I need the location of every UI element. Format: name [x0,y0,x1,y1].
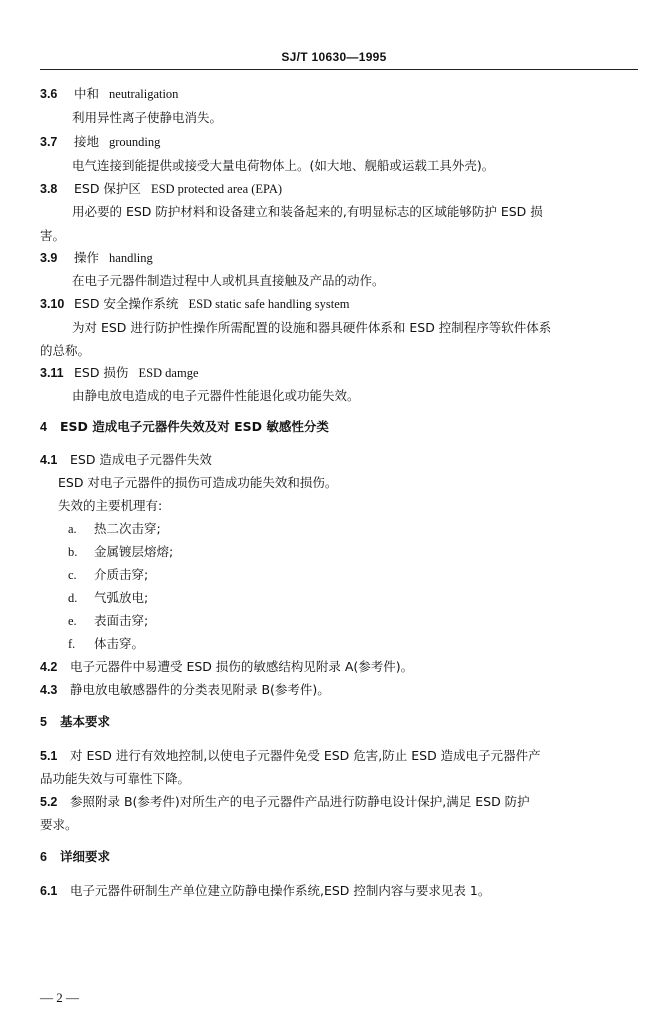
list-text: 介质击穿; [94,567,149,582]
term-zh: 接地 [74,134,100,149]
section-6-heading [40,851,110,864]
section-number: 6 [40,850,47,864]
list-item [68,546,173,559]
list-item [68,523,161,536]
list-text: 热二次击穿; [94,521,161,536]
clause-text: 电子元器件中易遭受 ESD 损伤的敏感结构见附录 A(参考件)。 [70,659,414,674]
term-number: 3.7 [40,135,58,149]
clause-4-3 [40,684,330,697]
term-number: 3.8 [40,182,58,196]
term-zh: ESD 保护区 [74,181,141,196]
term-definition: 由静电放电造成的电子元器件性能退化或功能失效。 [72,388,360,403]
list-item [68,569,148,582]
term-zh: 中和 [74,86,100,101]
list-text: 金属镀层熔熔; [94,544,174,559]
term-definition: 电气连接到能提供或接受大量电荷物体上。(如大地、舰船或运载工具外壳)。 [72,158,495,173]
clause-text-wrap: 要求。 [40,817,78,832]
term-number: 3.10 [40,297,65,311]
term-3-10 [40,298,350,311]
page-number: — 2 — [40,990,79,1005]
term-definition: 利用异性离子使静电消失。 [72,110,223,125]
clause-text: ESD 对电子元器件的损伤可造成功能失效和损伤。 [58,475,338,490]
section-title: 详细要求 [60,849,111,864]
term-3-7 [40,136,160,149]
term-number: 3.6 [40,87,58,101]
section-number: 4 [40,420,47,434]
list-marker: d. [68,591,78,605]
term-definition: 在电子元器件制造过程中人或机具直接触及产品的动作。 [72,273,385,288]
term-number: 3.11 [40,366,64,380]
clause-text: 对 ESD 进行有效地控制,以使电子元器件免受 ESD 危害,防止 ESD 造成电子元器件产 [70,748,541,763]
clause-text: 电子元器件研制生产单位建立防静电操作系统,ESD 控制内容与要求见表 1。 [70,883,491,898]
list-text: 表面击穿; [94,613,149,628]
list-marker: c. [68,568,77,582]
clause-text: 参照附录 B(参考件)对所生产的电子元器件产品进行防静电设计保护,满足 ESD 防护 [70,794,530,809]
clause-text: 静电放电敏感器件的分类表见附录 B(参考件)。 [70,682,330,697]
list-text: 气弧放电; [94,590,149,605]
term-3-8 [40,183,282,196]
clause-number: 5.2 [40,795,58,809]
term-definition-wrap: 的总称。 [40,343,91,358]
term-definition-wrap: 害。 [40,228,66,243]
clause-text: 失效的主要机理有: [58,498,163,513]
term-3-11 [40,367,199,380]
list-item [68,592,148,605]
term-zh: ESD 损伤 [74,365,129,380]
term-definition: 用必要的 ESD 防护材料和设备建立和装备起来的,有明显标志的区域能够防护 ESD 损 [72,204,543,219]
clause-5-1 [40,750,541,763]
clause-number: 4.3 [40,683,58,697]
clause-title: ESD 造成电子元器件失效 [70,452,212,467]
list-marker: f. [68,637,76,651]
clause-number: 6.1 [40,884,58,898]
term-en: ESD protected area (EPA) [150,182,283,196]
list-marker: e. [68,614,77,628]
section-title: 基本要求 [60,714,111,729]
section-number: 5 [40,715,47,729]
list-text: 体击穿。 [94,636,145,651]
header-rule [40,69,638,70]
term-zh: ESD 安全操作系统 [74,296,179,311]
section-4-heading [40,421,329,434]
clause-5-2 [40,796,530,809]
section-5-heading [40,716,110,729]
clause-4-1 [40,454,212,467]
clause-6-1 [40,885,490,898]
clause-number: 4.2 [40,660,58,674]
term-number: 3.9 [40,251,58,265]
running-header: SJ/T 10630—1995 [281,50,387,64]
list-item [68,638,144,651]
term-zh: 操作 [74,250,100,265]
list-item [68,615,148,628]
term-en: ESD damge [138,366,199,380]
term-en: handling [109,251,153,265]
term-3-9 [40,252,153,265]
list-marker: a. [68,522,77,536]
term-definition: 为对 ESD 进行防护性操作所需配置的设施和器具硬件体系和 ESD 控制程序等软件体系 [72,320,552,335]
clause-number: 5.1 [40,749,58,763]
clause-4-2 [40,661,413,674]
clause-text-wrap: 品功能失效与可靠性下降。 [40,771,191,786]
term-en: neutraligation [109,87,179,101]
term-3-6 [40,88,178,101]
clause-number: 4.1 [40,453,58,467]
term-en: grounding [109,135,161,149]
term-en: ESD static safe handling system [188,297,350,311]
section-title: ESD 造成电子元器件失效及对 ESD 敏感性分类 [60,419,329,434]
list-marker: b. [68,545,78,559]
